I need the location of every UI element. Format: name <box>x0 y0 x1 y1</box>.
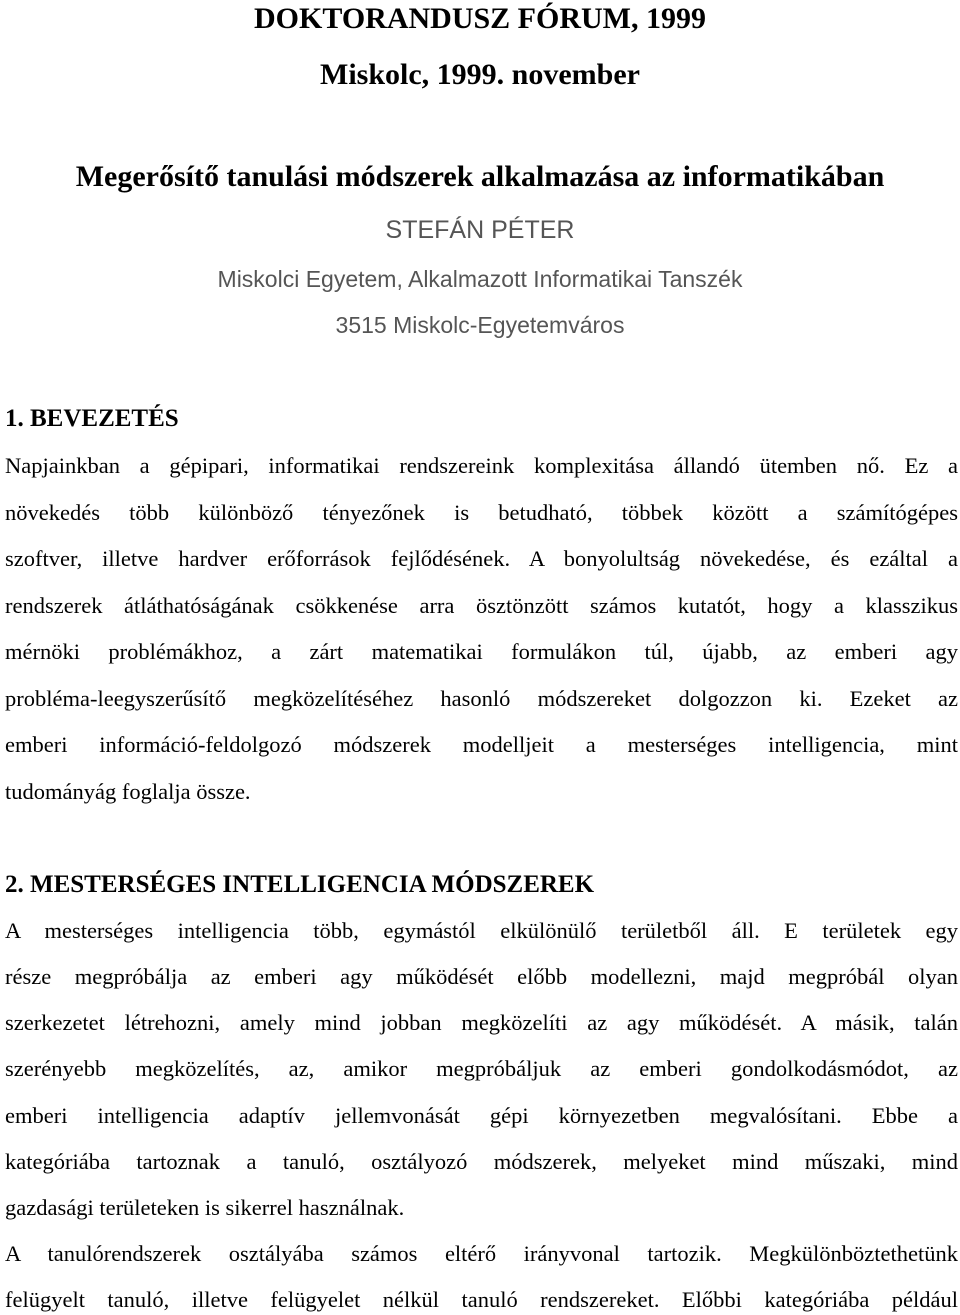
body-text-line: része megpróbálja az emberi agy működését előbb modellezni, majd megpróbál olyan <box>5 964 958 989</box>
body-text-line: emberi információ-feldolgozó módszerek modelljeit a mesterséges intelligencia, mint <box>5 732 958 757</box>
body-text-line: gazdasági területeken is sikerrel használnak. <box>5 1195 405 1220</box>
conference-title: DOKTORANDUSZ FÓRUM, 1999 <box>254 2 706 35</box>
section-heading-introduction: 1. BEVEZETÉS <box>5 405 179 432</box>
body-text-line: mérnöki problémákhoz, a zárt matematikai formulákon túl, újabb, az emberi agy <box>5 639 958 664</box>
author-name: STEFÁN PÉTER <box>385 216 575 244</box>
body-text-line: tudományág foglalja össze. <box>5 779 251 804</box>
body-text-line: kategóriába tartoznak a tanuló, osztályozó módszerek, melyeket mind műszaki, mind <box>5 1149 958 1174</box>
body-text-line: szerkezetet létrehozni, amely mind jobban megközelíti az agy működését. A másik, talán <box>5 1010 958 1035</box>
body-text-line: felügyelt tanuló, illetve felügyelet nélkül tanuló rendszereket. Előbbi kategóriába például <box>5 1287 958 1312</box>
body-text-line: szerényebb megközelítés, az, amikor megpróbáljuk az emberi gondolkodásmódot, az <box>5 1056 958 1081</box>
author-address: 3515 Miskolc-Egyetemváros <box>335 312 625 338</box>
body-text-line: emberi intelligencia adaptív jellemvonását gépi környezetben megvalósítani. Ebbe a <box>5 1103 958 1128</box>
body-text-line: probléma-leegyszerűsítő megközelítéséhez hasonló módszereket dolgozzon ki. Ezeket az <box>5 686 958 711</box>
body-text-line: Napjainkban a gépipari, informatikai rendszereink komplexitása állandó ütemben nő. Ez a <box>5 453 958 478</box>
paper-title: Megerősítő tanulási módszerek alkalmazása az informatikában <box>75 160 885 193</box>
body-text-line: A tanulórendszerek osztályába számos eltérő irányvonal tartozik. Megkülönböztethetünk <box>5 1241 958 1266</box>
body-text-line: szoftver, illetve hardver erőforrások fejlődésének. A bonyolultság növekedése, és ezáltal a <box>5 546 958 571</box>
body-text-line: A mesterséges intelligencia több, egymástól elkülönülő területből áll. E területek egy <box>5 918 958 943</box>
author-affiliation: Miskolci Egyetem, Alkalmazott Informatikai Tanszék <box>217 266 743 292</box>
section-heading-ai-methods: 2. MESTERSÉGES INTELLIGENCIA MÓDSZEREK <box>5 871 595 898</box>
conference-date: Miskolc, 1999. november <box>320 58 640 91</box>
body-text-line: rendszerek átláthatóságának csökkenése arra ösztönzött számos kutatót, hogy a klasszikus <box>5 593 958 618</box>
body-text-line: növekedés több különböző tényezőnek is betudható, többek között a számítógépes <box>5 500 958 525</box>
